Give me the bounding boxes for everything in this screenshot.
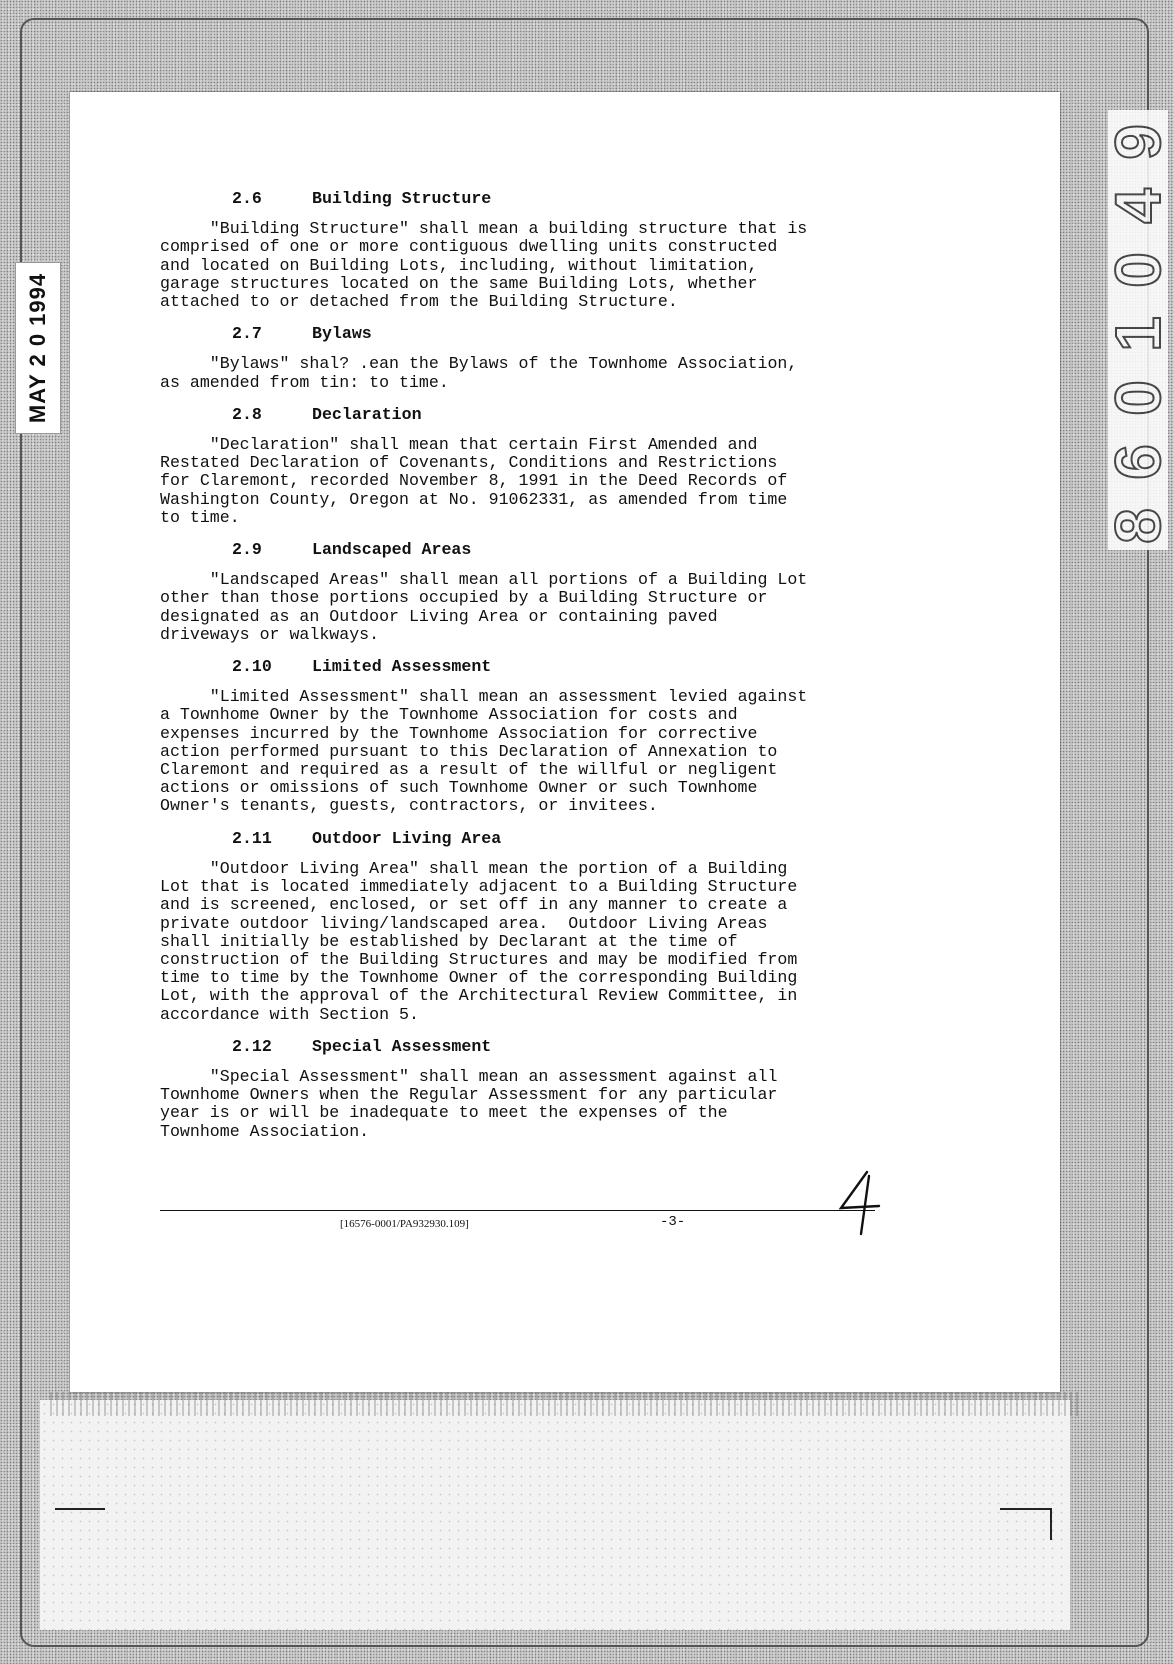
recording-digit: 9	[1102, 124, 1174, 160]
paragraph-line: a Townhome Owner by the Townhome Association for costs and	[160, 705, 738, 725]
section-heading	[160, 1038, 900, 1056]
paragraph-line: "Limited Assessment" shall mean an assessment levied against	[160, 687, 808, 707]
paragraph-line: action performed pursuant to this Declaration of Annexation to	[160, 741, 778, 761]
section-title: Declaration	[312, 404, 422, 424]
paragraph-line: shall initially be established by Declarant at the time of	[160, 931, 738, 951]
date-stamp-text: MAY 2 0 1994	[25, 272, 51, 424]
section-paragraph	[160, 220, 900, 311]
paragraph-line: accordance with Section 5.	[160, 1004, 419, 1024]
recording-digit: 8	[1102, 508, 1174, 544]
section-paragraph	[160, 571, 900, 644]
handwritten-initial	[835, 1168, 885, 1238]
date-stamp	[15, 262, 61, 434]
section-heading	[160, 325, 900, 343]
paragraph-line: Restated Declaration of Covenants, Conditions and Restrictions	[160, 453, 778, 473]
paragraph-line: garage structures located on the same Building Lots, whether	[160, 273, 758, 293]
paragraph-line: designated as an Outdoor Living Area or containing paved	[160, 606, 718, 626]
section-title: Limited Assessment	[312, 657, 492, 677]
recording-digit: 0	[1102, 252, 1174, 288]
section-title: Bylaws	[312, 324, 372, 344]
lower-scan-area	[40, 1400, 1070, 1630]
paragraph-line: comprised of one or more contiguous dwelling units constructed	[160, 237, 778, 257]
recording-digit: 4	[1102, 188, 1174, 224]
paragraph-line: year is or will be inadequate to meet the expenses of the	[160, 1103, 728, 1123]
section-title: Outdoor Living Area	[312, 828, 502, 848]
paragraph-line: private outdoor living/landscaped area. Outdoor Living Areas	[160, 913, 768, 933]
recording-digit: 1	[1102, 316, 1174, 352]
crop-mark-left	[55, 1508, 105, 1538]
paragraph-line: Townhome Owners when the Regular Assessment for any particular	[160, 1085, 778, 1105]
section-heading	[160, 190, 900, 208]
paragraph-line: "Special Assessment" shall mean an assessment against all	[160, 1066, 778, 1086]
section-number: 2.6	[232, 189, 262, 208]
paragraph-line: to time.	[160, 507, 240, 527]
footer-rule	[160, 1210, 875, 1211]
section-paragraph	[160, 436, 900, 527]
paragraph-line: attached to or detached from the Building Structure.	[160, 292, 678, 312]
paragraph-line: Townhome Association.	[160, 1121, 370, 1141]
paragraph-line: other than those portions occupied by a Building Structure or	[160, 588, 768, 608]
paragraph-line: for Claremont, recorded November 8, 1991 in the Deed Records of	[160, 471, 788, 491]
document-code: [16576-0001/PA932930.109]	[340, 1218, 469, 1230]
section-heading	[160, 658, 900, 676]
section-paragraph	[160, 1068, 900, 1141]
section-title: Landscaped Areas	[312, 540, 472, 560]
section-paragraph	[160, 688, 900, 815]
section-heading	[160, 406, 900, 424]
paragraph-line: Owner's tenants, guests, contractors, or invitees.	[160, 796, 658, 816]
paragraph-line: as amended from tin: to time.	[160, 372, 449, 392]
crop-mark-right	[1000, 1508, 1052, 1540]
paragraph-line: and is screened, enclosed, or set off in any manner to create a	[160, 895, 788, 915]
paragraph-line: driveways or walkways.	[160, 624, 380, 644]
paragraph-line: actions or omissions of such Townhome Owner or such Townhome	[160, 778, 758, 798]
paragraph-line: "Outdoor Living Area" shall mean the portion of a Building	[160, 858, 788, 878]
section-number: 2.7	[232, 324, 262, 344]
section-number: 2.9	[232, 540, 262, 560]
paragraph-line: Lot, with the approval of the Architectural Review Committee, in	[160, 986, 798, 1006]
section-number: 2.10	[232, 657, 272, 677]
section-title: Special Assessment	[312, 1036, 492, 1056]
paragraph-line: and located on Building Lots, including, without limitation,	[160, 255, 758, 275]
page-number: -3-	[660, 1214, 686, 1230]
section-number: 2.12	[232, 1036, 272, 1056]
section-paragraph	[160, 355, 900, 391]
recording-digit: 0	[1102, 380, 1174, 416]
paragraph-line: time to time by the Townhome Owner of the corresponding Building	[160, 968, 798, 988]
section-number: 2.11	[232, 828, 272, 848]
paragraph-line: expenses incurred by the Townhome Association for corrective	[160, 723, 758, 743]
section-heading	[160, 830, 900, 848]
section-number: 2.8	[232, 404, 262, 424]
paragraph-line: Claremont and required as a result of the willful or negligent	[160, 760, 778, 780]
paragraph-line: Washington County, Oregon at No. 91062331, as amended from time	[160, 489, 788, 509]
paragraph-line: "Declaration" shall mean that certain First Amended and	[160, 435, 758, 455]
section-paragraph	[160, 860, 900, 1024]
recording-number-strip	[1102, 110, 1174, 550]
section-title: Building Structure	[312, 189, 492, 208]
section-heading	[160, 541, 900, 559]
paragraph-line: "Bylaws" shal? .ean the Bylaws of the Townhome Association,	[160, 354, 798, 374]
paragraph-line: construction of the Building Structures and may be modified from	[160, 949, 798, 969]
document-body	[160, 190, 900, 1155]
paragraph-line: Lot that is located immediately adjacent to a Building Structure	[160, 877, 798, 897]
paragraph-line: "Landscaped Areas" shall mean all portions of a Building Lot	[160, 570, 808, 590]
recording-digit: 6	[1102, 444, 1174, 480]
paragraph-line: "Building Structure" shall mean a building structure that is	[160, 219, 808, 239]
